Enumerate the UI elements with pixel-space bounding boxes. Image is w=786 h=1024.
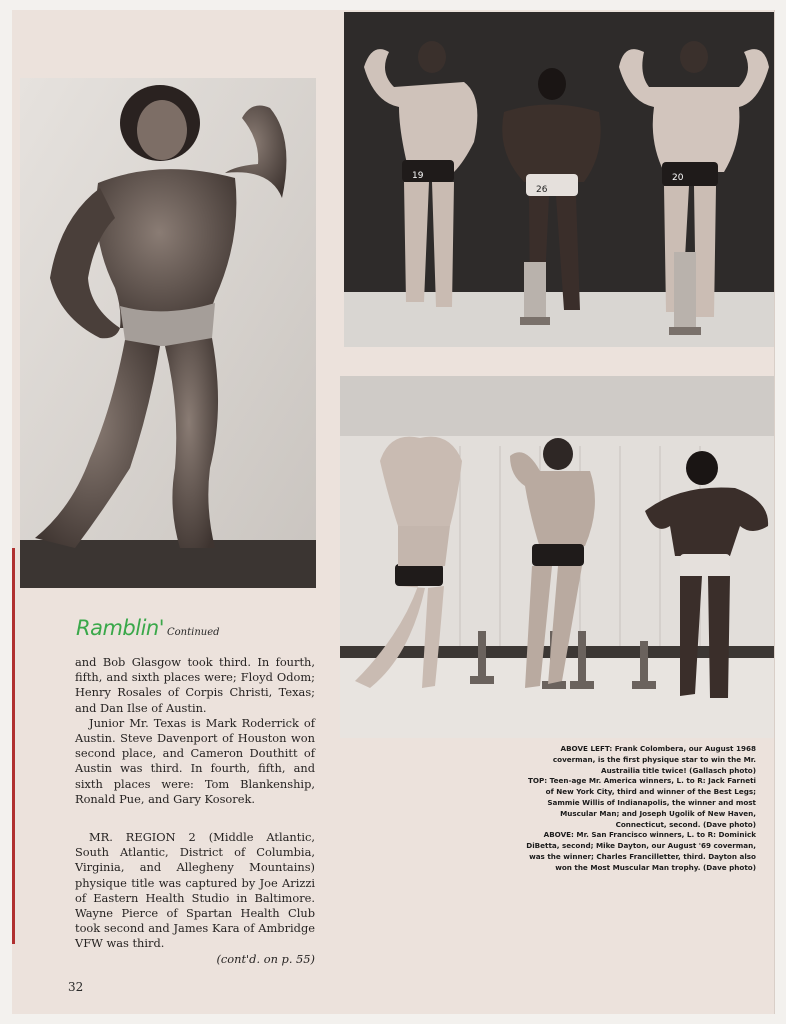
contestant-number-19: 19 xyxy=(412,171,424,181)
photo-frank-colombera xyxy=(20,78,316,588)
article-title: Ramblin' xyxy=(76,616,164,640)
photo-teen-mr-america xyxy=(344,12,774,347)
article-body-bottom xyxy=(75,830,315,967)
caption-top: TOP: Teen-age Mr. America winners, L. to R: Jack Farneti of New York City, third and winner of the Best Legs; Sammie Willis of Indianapolis, the winner and most Muscular Man; and Joseph Ugolik of New Haven, Connecticut, second. (Dave photo) xyxy=(528,776,756,829)
contestant-number-26: 26 xyxy=(536,185,548,195)
caption-above: ABOVE: Mr. San Francisco winners, L. to R: Dominick DiBetta, second; Mike Dayton, our August '69 coverman, was the winner; Charles Francilletter, third. Dayton also won the Most Muscular Man trophy. (Dave photo) xyxy=(526,830,756,872)
article-paragraph: and Bob Glasgow took third. In fourth, fifth, and sixth places were; Floyd Odom; Henry Rosales of Corpis Christi, Texas; and Dan Ilse of Austin. xyxy=(75,655,315,715)
continued-label: Continued xyxy=(167,627,220,638)
article-body-top xyxy=(75,655,315,807)
caption-above-left: ABOVE LEFT: Frank Colombera, our August 1968 coverman, is the first physique star to win the Mr. Austrailia title twice! (Gallasch photo) xyxy=(552,744,756,775)
page-number: 32 xyxy=(68,980,84,994)
photo-captions xyxy=(520,744,756,874)
page-edge-rule xyxy=(12,548,15,944)
contestant-number-20: 20 xyxy=(672,173,684,183)
article-paragraph: Junior Mr. Texas is Mark Roderrick of Austin. Steve Davenport of Houston won second place, and Cameron Douthitt of Austin was third. In fourth, fifth, and sixth places were: Tom Blankenship, Ronald Pue, and Gary Kosorek. xyxy=(75,715,315,806)
article-heading xyxy=(76,616,220,640)
photo-mr-san-francisco xyxy=(340,376,774,738)
continued-reference: (cont'd. on p. 55) xyxy=(216,951,315,966)
article-paragraph: MR. REGION 2 (Middle Atlantic, South Atlantic, District of Columbia, Virginia, and Allegheny Mountains) physique title was captured by Joe Arizzi of Eastern Health Studio in Baltimore. Wayne Pierce of Spartan Health Club took second and James Kara of Ambridge VFW was third. xyxy=(75,830,315,951)
